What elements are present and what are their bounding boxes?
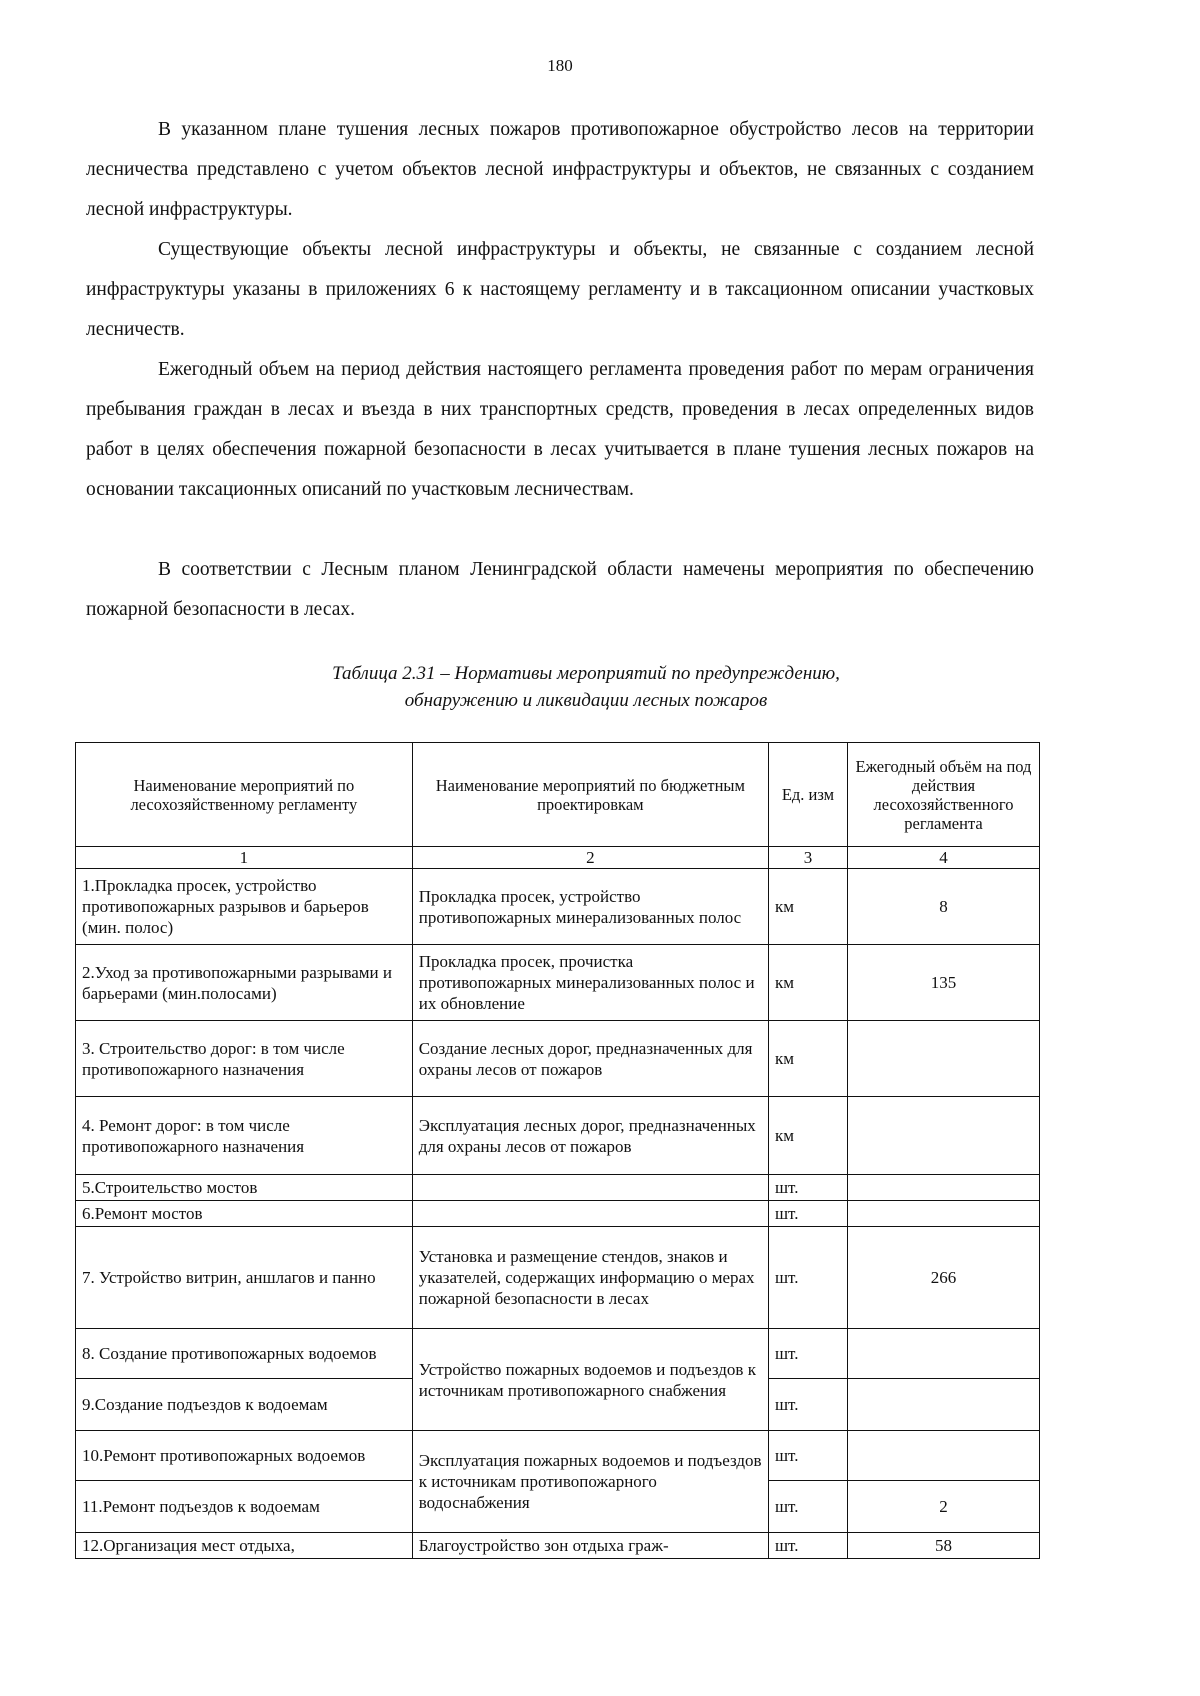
volume-cell: 135 [848, 945, 1040, 1021]
volume-cell [848, 1431, 1040, 1481]
unit-cell: шт. [768, 1175, 847, 1201]
volume-cell [848, 1201, 1040, 1227]
column-number: 2 [412, 847, 768, 869]
unit-cell: шт. [768, 1201, 847, 1227]
budget-cell: Установка и размещение стендов, знаков и указателей, содержащих информацию о мерах пожарной безопасности в лесах [412, 1227, 768, 1329]
budget-cell [412, 1201, 768, 1227]
table-row [76, 1329, 1040, 1379]
table-caption-line-2: обнаружению и ликвидации лесных пожаров [404, 690, 768, 711]
volume-cell [848, 1021, 1040, 1097]
budget-cell: Прокладка просек, прочистка противопожарных минерализованных полос и их обновление [412, 945, 768, 1021]
table-row [76, 1227, 1040, 1329]
budget-cell: Благоустройство зон отдыха граж- [412, 1533, 768, 1559]
budget-cell: Прокладка просек, устройство противопожарных минерализованных полос [412, 869, 768, 945]
column-number: 4 [848, 847, 1040, 869]
unit-cell: шт. [768, 1431, 847, 1481]
activity-cell: 11.Ремонт подъездов к водоемам [76, 1481, 413, 1533]
page-number: 180 [547, 56, 573, 75]
header-activity: Наименование мероприятий по лесохозяйственному регламенту [76, 743, 413, 847]
volume-cell [848, 1175, 1040, 1201]
budget-cell: Устройство пожарных водоемов и подъездов к источникам противопожарного снабжения [412, 1329, 768, 1431]
volume-cell [848, 1097, 1040, 1175]
table-caption-line-1: Таблица 2.31 – Нормативы мероприятий по предупреждению, [332, 663, 840, 684]
activity-cell: 8. Создание противопожарных водоемов [76, 1329, 413, 1379]
header-volume: Ежегодный объём на под действия лесохозяйственного регламента [848, 743, 1040, 847]
budget-cell [412, 1175, 768, 1201]
paragraph-4: В соответствии с Лесным планом Ленинградской области намечены мероприятия по обеспечению пожарной безопасности в лесах. [86, 559, 1034, 620]
paragraph-3: Ежегодный объем на период действия настоящего регламента проведения работ по мерам ограничения пребывания граждан в лесах и въезда в них транспортных средств, проведения в лесах определенных видов работ в целях обеспечения пожарной безопасности в лесах учитывается в плане тушения лесных пожаров на основании таксационных описаний по участковым лесничествам. [86, 359, 1034, 500]
unit-cell: шт. [768, 1329, 847, 1379]
activity-cell: 12.Организация мест отдыха, [76, 1533, 413, 1559]
volume-cell: 266 [848, 1227, 1040, 1329]
header-budget: Наименование мероприятий по бюджетным проектировкам [412, 743, 768, 847]
unit-cell: шт. [768, 1481, 847, 1533]
activity-cell: 5.Строительство мостов [76, 1175, 413, 1201]
column-number: 3 [768, 847, 847, 869]
table-row [76, 1175, 1040, 1201]
budget-cell: Создание лесных дорог, предназначенных для охраны лесов от пожаров [412, 1021, 768, 1097]
unit-cell: км [768, 1021, 847, 1097]
budget-cell: Эксплуатация пожарных водоемов и подъездов к источникам противопожарного водоснабжения [412, 1431, 768, 1533]
table-row [76, 869, 1040, 945]
budget-cell: Эксплуатация лесных дорог, предназначенных для охраны лесов от пожаров [412, 1097, 768, 1175]
table-row [76, 945, 1040, 1021]
volume-cell [848, 1379, 1040, 1431]
column-number-row [76, 847, 1040, 869]
table-row [76, 1201, 1040, 1227]
table-caption [86, 660, 1086, 714]
table-row [76, 1533, 1040, 1559]
table-row [76, 1431, 1040, 1481]
volume-cell: 8 [848, 869, 1040, 945]
activity-cell: 2.Уход за противопожарными разрывами и барьерами (мин.полосами) [76, 945, 413, 1021]
activity-cell: 9.Создание подъездов к водоемам [76, 1379, 413, 1431]
activity-cell: 10.Ремонт противопожарных водоемов [76, 1431, 413, 1481]
volume-cell: 58 [848, 1533, 1040, 1559]
unit-cell: км [768, 945, 847, 1021]
unit-cell: шт. [768, 1533, 847, 1559]
unit-cell: км [768, 869, 847, 945]
volume-cell: 2 [848, 1481, 1040, 1533]
table-row [76, 1021, 1040, 1097]
unit-cell: км [768, 1097, 847, 1175]
header-unit: Ед. изм [768, 743, 847, 847]
paragraph-1: В указанном плане тушения лесных пожаров противопожарное обустройство лесов на территории лесничества представлено с учетом объектов лесной инфраструктуры и объектов, не связанных с созданием лесной инфраструктуры. [86, 119, 1034, 220]
volume-cell [848, 1329, 1040, 1379]
activity-cell: 6.Ремонт мостов [76, 1201, 413, 1227]
unit-cell: шт. [768, 1227, 847, 1329]
unit-cell: шт. [768, 1379, 847, 1431]
activity-cell: 1.Прокладка просек, устройство противопожарных разрывов и барьеров (мин. полос) [76, 869, 413, 945]
fire-prevention-table [75, 742, 1040, 1559]
paragraph-2: Существующие объекты лесной инфраструктуры и объекты, не связанные с созданием лесной инфраструктуры указаны в приложениях 6 к настоящему регламенту и в таксационном описании участковых лесничеств. [86, 239, 1034, 340]
activity-cell: 7. Устройство витрин, аншлагов и панно [76, 1227, 413, 1329]
column-number: 1 [76, 847, 413, 869]
activity-cell: 4. Ремонт дорог: в том числе противопожарного назначения [76, 1097, 413, 1175]
table-row [76, 1097, 1040, 1175]
activity-cell: 3. Строительство дорог: в том числе противопожарного назначения [76, 1021, 413, 1097]
